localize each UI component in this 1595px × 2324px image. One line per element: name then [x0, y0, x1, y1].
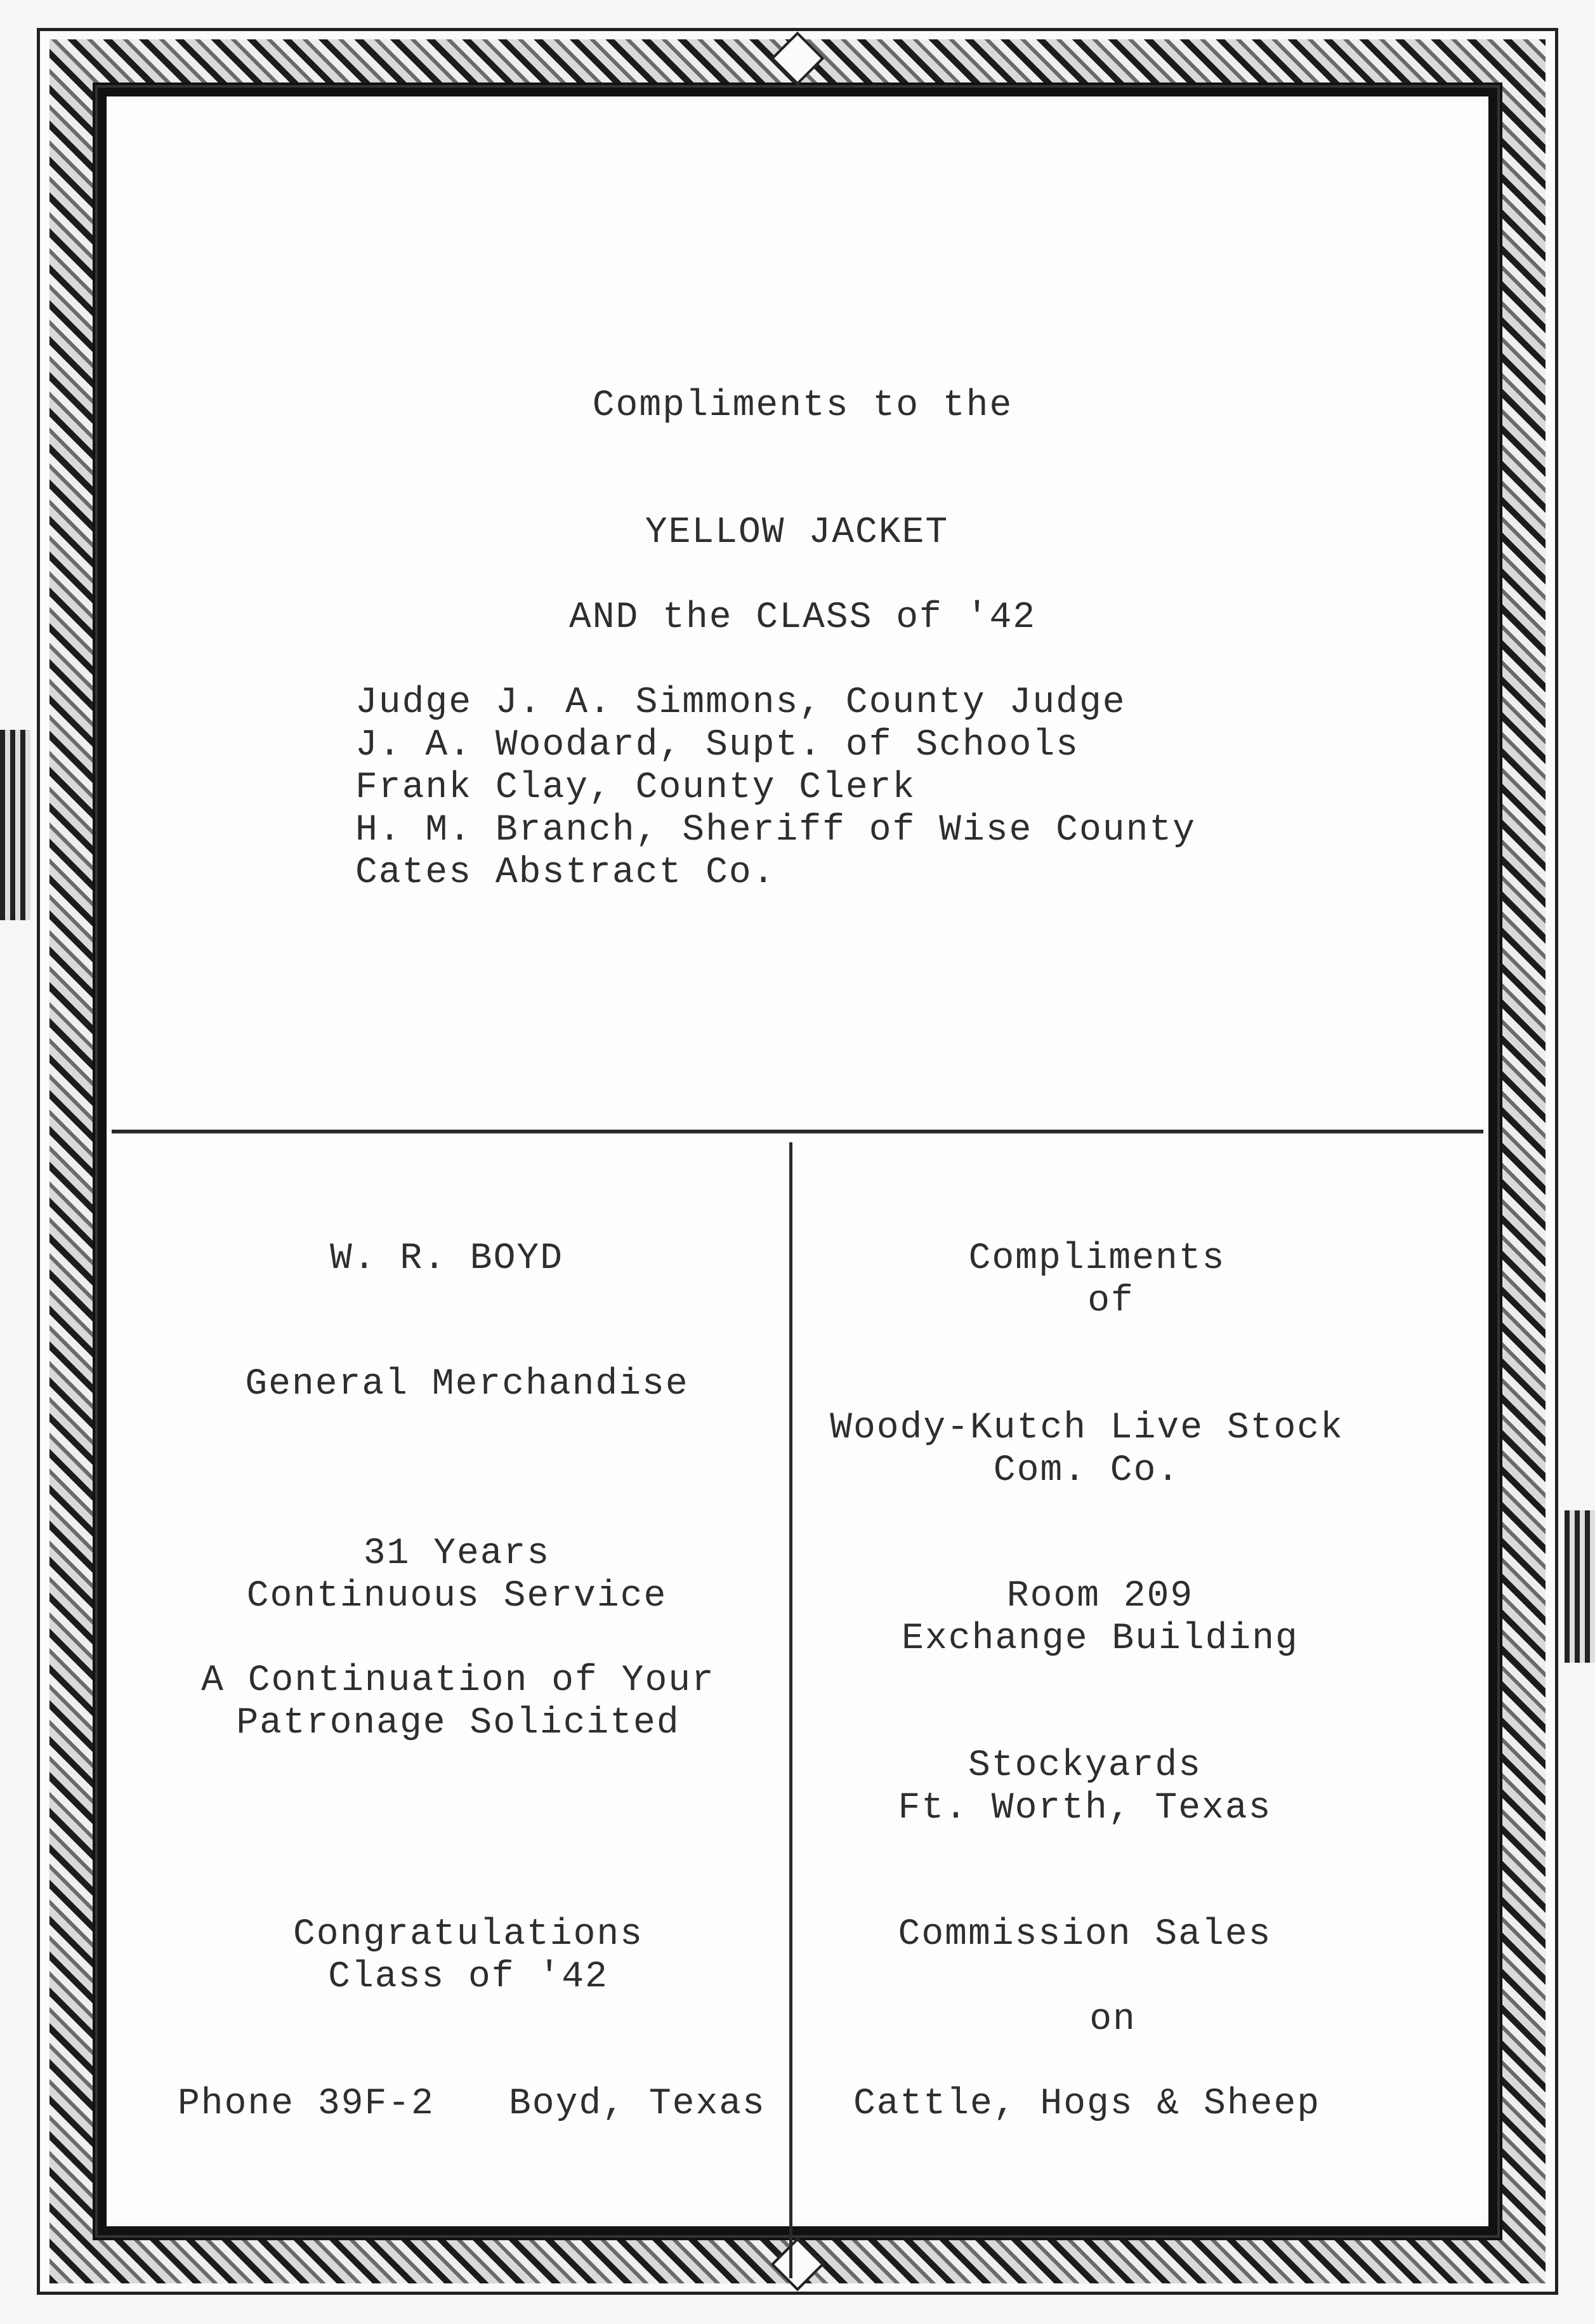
congratulations-line-2: Class of '42 [328, 1957, 608, 1998]
sales-line-1: Commission Sales [898, 1914, 1272, 1955]
years-line-1: 31 Years [363, 1533, 551, 1575]
advertisement-page [112, 102, 1483, 2221]
sponsor-item: J. A. Woodard, Supt. of Schools [355, 725, 1079, 766]
page-edge-tab-left [0, 730, 30, 920]
room-line-1: Room 209 [1006, 1576, 1194, 1617]
sales-line-2: on [1089, 1999, 1136, 2040]
vertical-divider [789, 1142, 792, 2278]
sponsor-item: Cates Abstract Co. [355, 852, 776, 894]
merchant-location: Boyd, Texas [509, 2083, 766, 2125]
sales-line-3: Cattle, Hogs & Sheep [853, 2083, 1321, 2125]
compliments-heading: Compliments to the [592, 385, 1013, 426]
place-line-2: Ft. Worth, Texas [898, 1788, 1272, 1829]
sponsor-item: Judge J. A. Simmons, County Judge [355, 682, 1126, 723]
merchant-name: W. R. BOYD [329, 1238, 564, 1279]
compliments-line-1: Compliments [968, 1238, 1226, 1279]
patronage-line-1: A Continuation of Your [201, 1660, 715, 1701]
years-line-2: Continuous Service [246, 1576, 667, 1617]
sponsor-item: Frank Clay, County Clerk [355, 767, 916, 809]
sponsor-item: H. M. Branch, Sheriff of Wise County [355, 810, 1197, 851]
congratulations-line-1: Congratulations [292, 1914, 644, 1955]
business-type: General Merchandise [245, 1364, 689, 1405]
company-line-2: Com. Co. [993, 1450, 1181, 1491]
room-line-2: Exchange Building [902, 1618, 1299, 1660]
yellow-jacket-title: YELLOW JACKET [645, 512, 949, 553]
patronage-line-2: Patronage Solicited [236, 1703, 680, 1744]
page-edge-tab-right [1565, 1510, 1595, 1663]
class-line: AND the CLASS of '42 [568, 597, 1037, 638]
phone-number: Phone 39F-2 [178, 2083, 435, 2125]
horizontal-divider [112, 1130, 1483, 1133]
company-line-1: Woody-Kutch Live Stock [830, 1408, 1344, 1449]
place-line-1: Stockyards [968, 1745, 1202, 1786]
compliments-line-2: of [1087, 1281, 1134, 1322]
